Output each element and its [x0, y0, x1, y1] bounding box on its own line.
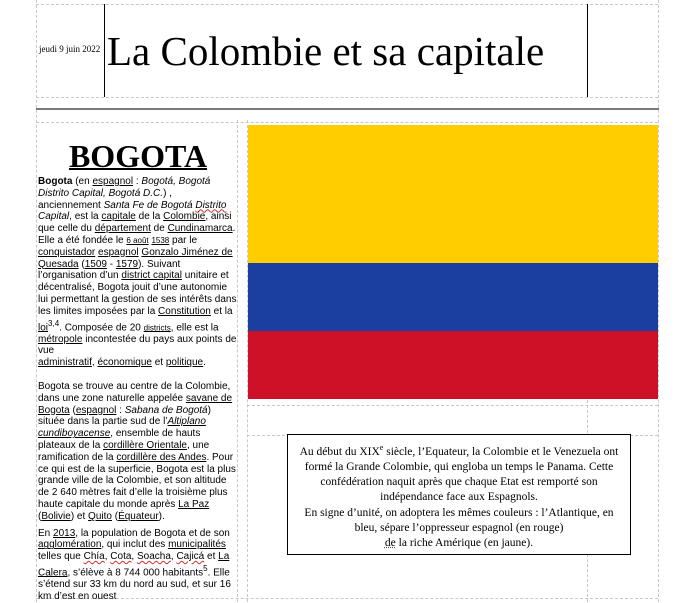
link[interactable]: savane de Bogota	[38, 392, 233, 416]
guide-line	[36, 0, 37, 602]
link[interactable]: district capital	[121, 270, 182, 282]
paragraph: En 2013, la population de Bogota et de son agglomération, qui inclut des municipalités telles que Chía, Cota, Soacha, Cajicá et La Calera, s’élève à 8 744 000 habitants$^5$. Elle s’étend sur 33 km du nord au sud, et sur 16 km d’est en ouest	[38, 527, 231, 602]
link[interactable]: Quito	[88, 510, 112, 522]
link[interactable]: Équateur	[118, 510, 159, 522]
header-divider	[587, 4, 588, 97]
issue-date: jeudi 9 juin 2022	[39, 44, 101, 54]
newsletter-title: La Colombie et sa capitale	[107, 28, 545, 74]
link[interactable]: économique	[97, 357, 152, 369]
link[interactable]: 1579	[115, 258, 139, 270]
article-heading: BOGOTA	[68, 138, 208, 174]
link[interactable]: Cajicá	[176, 551, 205, 563]
guide-line	[36, 4, 658, 5]
link[interactable]: agglomération	[38, 539, 102, 551]
paragraph: Bogota (en espagnol : Bogotá, Bogotá Distrito Capital, Bogotá D.C.) , anciennement Santa Fe de Bogotá Distrito Capital, est la capitale de la Colombie, ainsi que celle du département de Cundinamarca. Elle a été fondée le 6 août 1538 par le conquistador espagnol Gonzalo Jiménez de Quesada (1509 - 1579). Suivant l’organisation d’un district capital unitaire et décentralisé, Bogota jouit d’une autonomie lui permettant la gestion de ses intérêts dans les limites imposées par la Constitution et la loi$^{3,4}$. Composée de 20 districts, elle est la métropole incontestée du pays aux points de vue administratif, économique et politique.	[38, 176, 237, 369]
link[interactable]: Colombie	[163, 211, 206, 223]
link[interactable]: Cundinamarca	[167, 223, 233, 235]
textbox-paragraph: de la riche Amérique (en jaune).	[384, 537, 534, 550]
link[interactable]: La Paz	[178, 499, 210, 511]
article-body	[38, 176, 237, 603]
flag-yellow-stripe	[248, 125, 658, 263]
link[interactable]: conquistador	[38, 246, 96, 258]
header-divider	[104, 4, 105, 97]
link[interactable]: Chía	[83, 551, 105, 563]
guide-line	[36, 97, 658, 98]
guide-line	[36, 122, 658, 123]
link[interactable]: Gonzalo Jiménez de Quesada	[38, 246, 233, 270]
link[interactable]: administratif	[38, 357, 92, 369]
link[interactable]: espagnol	[75, 404, 117, 416]
link[interactable]: 6 août	[126, 235, 149, 245]
link[interactable]: politique	[165, 357, 204, 369]
guide-line	[247, 405, 658, 406]
link[interactable]: Soacha	[136, 551, 171, 563]
flag-blue-stripe	[248, 263, 658, 331]
textbox-paragraph: En signe d’unité, on adoptera les mêmes couleurs : l’Atlantique, en bleu, sépare l’oppresseur espagnol (en rouge)	[304, 506, 614, 534]
paragraph: Bogota se trouve au centre de la Colombie, dans une zone naturelle appelée savane de Bogota (espagnol : Sabana de Bogotá) située dans la partie sud de l’Altiplano cundiboyacense, ensemble de hauts plateaux de la cordillère Orientale, une ramification de la cordillère des Andes. Pour ce qui est de la superficie, Bogota est la plus grande ville de la Colombie, et son altitude de 2 640 mètres fait d’elle la troisième plus haute capitale du monde après La Paz (Bolivie) et Quito (Équateur).	[38, 381, 236, 522]
link[interactable]: loi	[38, 321, 49, 333]
link[interactable]: Constitution	[158, 305, 211, 317]
link[interactable]: Cota	[110, 551, 132, 563]
link[interactable]: capitale	[101, 211, 136, 223]
link[interactable]: districts	[143, 322, 171, 332]
link[interactable]: cordillère Orientale	[103, 440, 187, 452]
link[interactable]: 2013	[53, 527, 76, 539]
textbox-paragraph: Au début du XIXe siècle, l’Equateur, la Colombie et le Venezuela ont formé la Grande Colombie, qui engloba un temps le Panama. Cette confédération naquit après que chaque Etat est remporté son indépendance face aux Espagnols.	[299, 443, 619, 504]
link[interactable]: département	[94, 223, 151, 235]
link[interactable]: 1509	[84, 258, 107, 270]
link[interactable]: Bolivie	[41, 510, 71, 522]
link[interactable]: Altiplano cundiboyacense	[38, 416, 206, 440]
link[interactable]: 1538	[151, 235, 170, 245]
link[interactable]: espagnol	[98, 246, 139, 258]
colombia-flag-image	[248, 125, 658, 399]
header-rule	[36, 108, 659, 110]
link[interactable]: cordillère des Andes	[116, 451, 207, 463]
link[interactable]: métropole	[38, 333, 83, 345]
link[interactable]: espagnol	[92, 176, 134, 187]
flag-red-stripe	[248, 331, 658, 399]
guide-line	[237, 120, 238, 602]
link[interactable]: La Calera	[38, 551, 230, 579]
guide-line	[658, 0, 659, 602]
link[interactable]: municipalités	[168, 539, 226, 551]
history-textbox	[287, 434, 631, 555]
